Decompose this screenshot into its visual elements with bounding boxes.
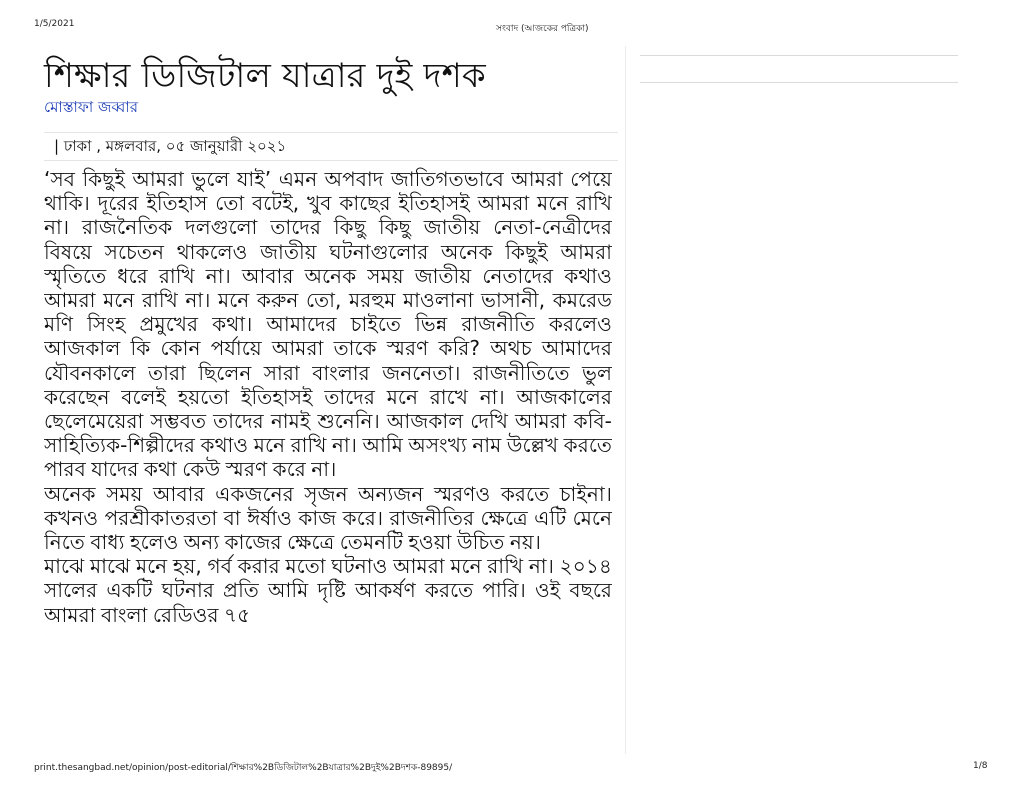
article-body <box>44 167 612 745</box>
article-paragraph: ‘সব কিছুই আমরা ভুলে যাই’ এমন অপবাদ জাতিগতভাবে আমরা পেয়ে থাকি। দূরের ইতিহাস তো বটেই, খুব কাছের ইতিহাসই আমরা মনে রাখি না। রাজনৈতিক দলগুলো তাদের কিছু কিছু জাতীয় নেতা-নেত্রীদের বিষয়ে সচেতন থাকলেও জাতীয় ঘটনাগুলোর অনেক কিছুই আমরা স্মৃতিতে ধরে রাখি না। আবার অনেক সময় জাতীয় নেতাদের কথাও আমরা মনে রাখি না। মনে করুন তো, মরহুম মাওলানা ভাসানী, কমরেড মণি সিংহ প্রমুখের কথা। আমাদের চাইতে ভিন্ন রাজনীতি করলেও আজকাল কি কোন পর্যায়ে আমরা তাকে স্মরণ করি? অথচ আমাদের যৌবনকালে তারা ছিলেন সারা বাংলার জননেতা। রাজনীতিতে ভুল করেছেন বলেই হয়তো ইতিহাসই তাদের মনে রাখে না। আজকালের ছেলেমেয়েরা সম্ভবত তাদের নামই শুনেনি। আজকাল দেখি আমরা কবি-সাহিত্যিক-শিল্পীদের কথাও মনে রাখি না। আমি অসংখ্য নাম উল্লেখ করতে পারব যাদের কথা কেউ স্মরণ করে না। <box>44 167 612 482</box>
article-author-link[interactable]: মোস্তাফা জব্বার <box>44 98 138 116</box>
sidebar-divider <box>640 55 958 56</box>
article-dateline: | ঢাকা , মঙ্গলবার, ০৫ জানুয়ারী ২০২১ <box>44 132 618 161</box>
article-paragraph: মাঝে মাঝে মনে হয়, গর্ব করার মতো ঘটনাও আমরা মনে রাখি না। ২০১৪ সালের একটি ঘটনার প্রতি আমি দৃষ্টি আকর্ষণ করতে পারি। ওই বছরে আমরা বাংলা রেডিওর ৭৫ <box>44 554 612 627</box>
print-header-date: 1/5/2021 <box>34 19 75 29</box>
print-header-title: সংবাদ (আজকের পত্রিকা) <box>496 24 589 34</box>
sidebar-divider <box>640 82 958 83</box>
article <box>44 50 612 745</box>
print-footer-page-number: 1/8 <box>973 761 988 771</box>
page-divider <box>625 46 626 754</box>
article-headline: শিক্ষার ডিজিটাল যাত্রার দুই দশক <box>44 56 486 96</box>
print-footer-url: print.thesangbad.net/opinion/post-editorial/শিক্ষার%2Bডিজিটাল%2Bযাত্রার%2Bদুই%2Bদশক-89895/ <box>34 763 453 773</box>
article-paragraph: অনেক সময় আবার একজনের সৃজন অন্যজন স্মরণও করতে চাইনা। কখনও পরশ্রীকাতরতা বা ঈর্ষাও কাজ করে। রাজনীতির ক্ষেত্রে এটি মেনে নিতে বাধ্য হলেও অন্য কাজের ক্ষেত্রে তেমনটি হওয়া উচিত নয়। <box>44 481 612 555</box>
